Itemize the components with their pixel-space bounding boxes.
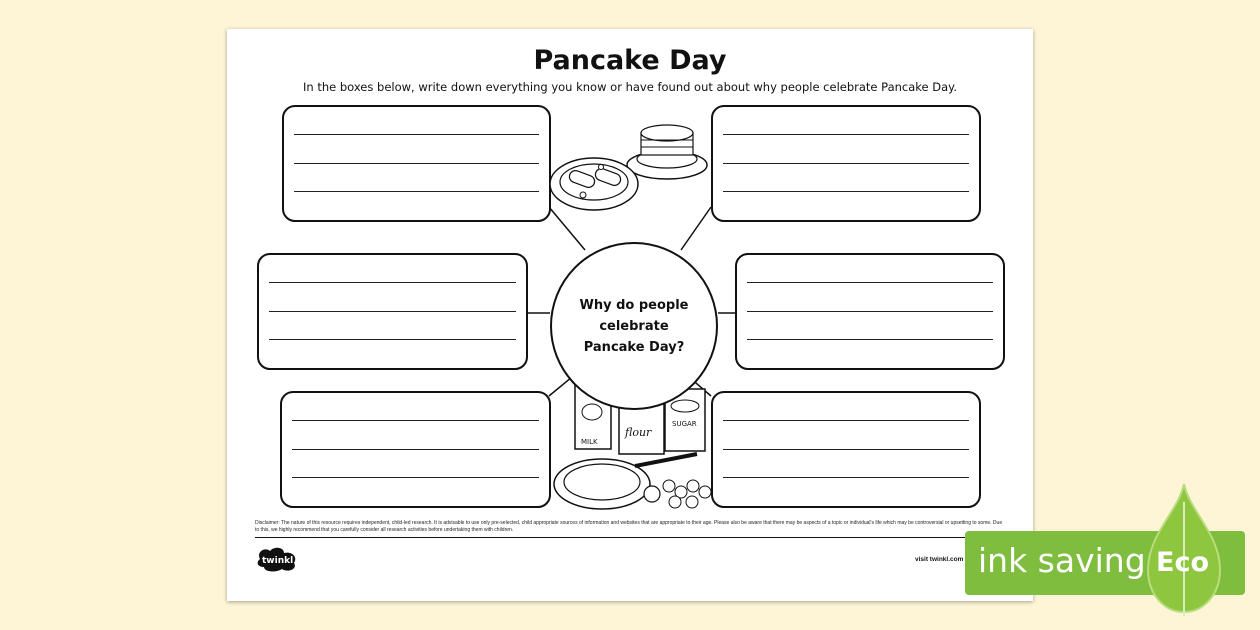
writing-box-bottom-left[interactable]: [280, 391, 551, 508]
writing-box-middle-right[interactable]: [735, 253, 1005, 370]
twinkl-logo: [254, 545, 300, 573]
writing-box-middle-left[interactable]: [257, 253, 528, 370]
center-question-text: Why do people celebrate Pancake Day?: [579, 297, 689, 355]
disclaimer-text: Disclaimer: The nature of this resource requires independent, child-led research. It is advisable to use only pre-selected, child appropriate sources of information and websites that are appropriate to their age. Please also be aware that there may be aspects of a topic or individual's life which may be controversial or upsetting to some. Due to this, we highly recommend that you carefully consider all research activities before undertaking them with children.: [255, 520, 1003, 533]
milk-label: MILK: [581, 438, 598, 446]
page-title: Pancake Day: [533, 45, 727, 76]
visit-link[interactable]: visit twinkl.com: [915, 556, 964, 563]
eco-label: Eco: [1156, 547, 1209, 578]
writing-box-top-right[interactable]: [711, 105, 981, 222]
instructions-text: In the boxes below, write down everything you know or have found out about why people celebrate Pancake Day.: [303, 80, 957, 94]
worksheet-page: [227, 29, 1033, 601]
pancake-plates-illustration: [549, 109, 719, 224]
ink-saving-text: ink saving: [978, 541, 1146, 580]
center-question-circle: [550, 242, 718, 410]
footer-divider: [255, 537, 1005, 538]
flour-label: flour: [625, 426, 652, 439]
logo-text: twinkl: [262, 556, 294, 566]
sugar-label: SUGAR: [672, 420, 697, 428]
writing-box-top-left[interactable]: [282, 105, 551, 222]
writing-box-bottom-right[interactable]: [711, 391, 981, 508]
